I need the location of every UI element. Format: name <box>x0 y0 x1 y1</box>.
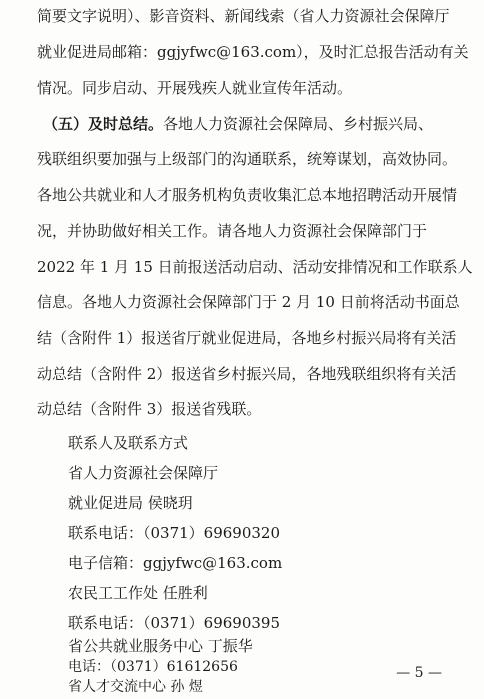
body-line-6: 各地公共就业和人才服务机构负责收集汇总本地招聘活动开展情 <box>37 186 458 204</box>
section-5-text: 各地人力资源社会保障局、乡村振兴局、 <box>163 115 434 133</box>
body-line-1: 简要文字说明）、影音资料、新闻线索（省人力资源社会保障厅 <box>37 7 450 25</box>
contact-email: 电子信箱：ggjyfwc@163.com <box>68 554 283 572</box>
body-line-7: 况，并协助做好相关工作。请各地人力资源社会保障部门于 <box>37 222 428 240</box>
contact-phone-1: 联系电话：（0371）69690320 <box>68 524 281 542</box>
contact-phone-3: 电话：（0371）61612656 <box>68 659 238 675</box>
body-line-3: 情况。同步启动、开展残疾人就业宣传年活动。 <box>37 79 353 97</box>
page-number: — 5 — <box>396 665 442 681</box>
body-line-9: 信息。各地人力资源社会保障部门于 2 月 10 日前将活动书面总 <box>37 293 460 311</box>
contact-org-4: 省人才交流中心 孙 煜 <box>68 679 203 695</box>
body-line-10: 结（含附件 1）报送省厅就业促进局，各地乡村振兴局将有关活 <box>37 329 457 347</box>
body-line-11: 动总结（含附件 2）报送省乡村振兴局，各地残联组织将有关活 <box>37 365 457 383</box>
contact-org-3: 省公共就业服务中心 丁振华 <box>68 637 253 655</box>
contact-person-1: 就业促进局 侯晓玥 <box>68 494 193 512</box>
body-line-5: 残联组织要加强与上级部门的沟通联系，统筹谋划，高效协同。 <box>37 150 458 168</box>
contact-person-2: 农民工工作处 任胜利 <box>68 584 208 602</box>
contact-phone-2: 联系电话：（0371）69690395 <box>68 614 281 632</box>
body-line-2: 就业促进局邮箱：ggjyfwc@163.com），及时汇总报告活动有关 <box>37 43 469 61</box>
body-line-12: 动总结（含附件 3）报送省残联。 <box>37 400 262 418</box>
section-5-line-1 <box>43 114 433 134</box>
body-line-8: 2022 年 1 月 15 日前报送活动启动、活动安排情况和工作联系人 <box>37 258 473 276</box>
section-5-heading: （五）及时总结。 <box>43 115 164 133</box>
contacts-heading: 联系人及联系方式 <box>68 434 189 452</box>
contact-org-1: 省人力资源社会保障厅 <box>68 464 219 482</box>
